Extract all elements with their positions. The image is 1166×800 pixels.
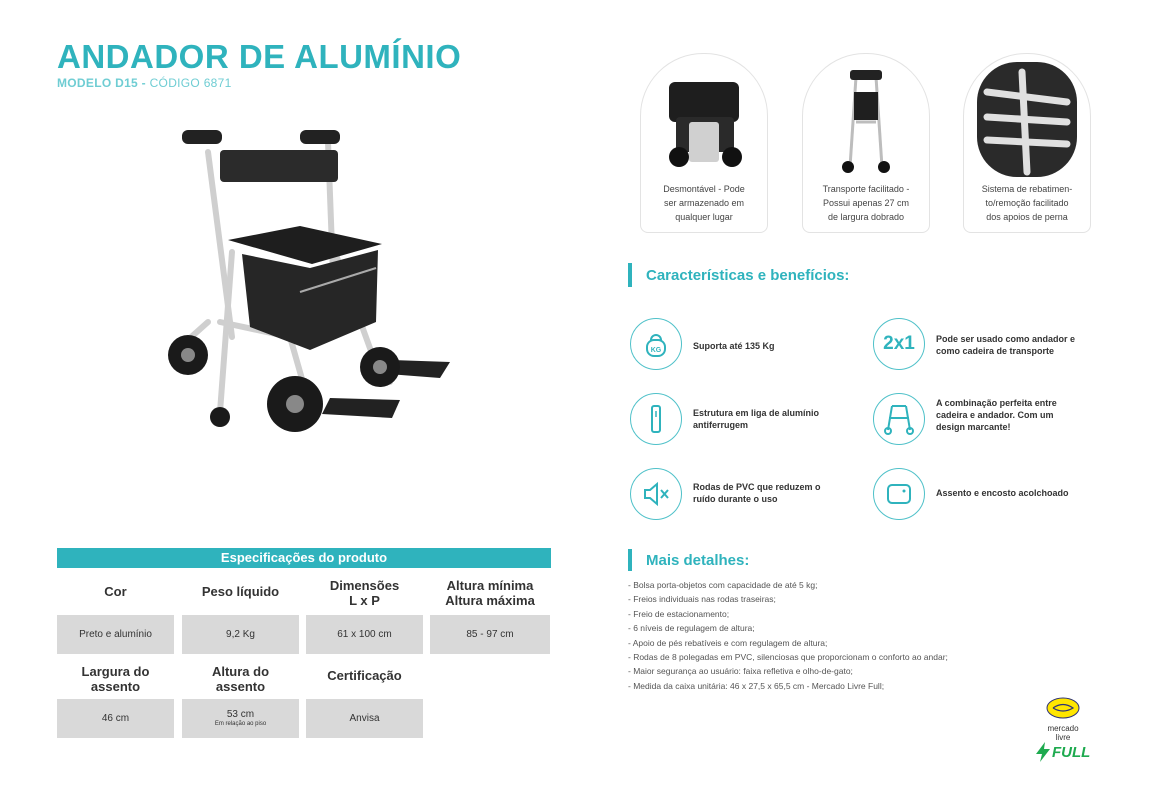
spec-label-weight: Peso líquido [201,584,280,599]
full-badge [1034,741,1090,763]
legrest-closeup-image [977,62,1077,177]
spec-label-seat-height: Altura do assento [211,664,270,694]
folded-walker-image [654,62,754,177]
list-item: - Apoio de pés rebatíveis e com regulagem de altura; [628,637,828,648]
specs-header: Especificações do produto [57,548,551,568]
walker-icon [873,393,925,445]
lightning-icon [1034,741,1052,763]
spec-label-color: Cor [104,584,127,599]
list-item: - Maior segurança ao usuário: faixa refletiva e olho-de-gato; [628,666,853,677]
walker-product-image [160,122,460,447]
full-label: FULL [1052,743,1091,761]
spec-label-certification: Certificação [327,668,402,683]
spec-value-dimensions: 61 x 100 cm [306,615,423,654]
list-item: - Freio de estacionamento; [628,608,730,619]
spec-value-certification: Anvisa [306,699,423,738]
thumbnail-folded [640,53,768,233]
spec-label-height: Altura mínima Altura máxima [445,578,535,608]
thumbnail-caption-folded: Desmontável - Pode ser armazenado em qualquer lugar [663,184,745,222]
details-section-bar [628,549,632,571]
separator: - [138,76,150,90]
features-section-bar [628,263,632,287]
feature-text-dual-use: Pode ser usado como andador e como cadeira de transporte [936,334,1076,356]
details-list [628,578,948,693]
seat-height-note: Em relação ao piso [214,721,267,727]
feature-text-capacity: Suporta até 135 Kg [693,341,775,351]
mercado-livre-badge [1038,697,1088,742]
spec-label-seat-width: Largura do assento [81,664,150,694]
spec-value-color: Preto e alumínio [57,615,174,654]
thumbnail-caption-legrest: Sistema de rebatimen- to/remoção facilitado dos apoios de perna [981,184,1073,222]
features-title: Características e benefícios: [646,267,850,284]
details-title: Mais detalhes: [646,552,750,569]
thumbnail-transport [802,53,930,233]
page-title: ANDADOR DE ALUMÍNIO [57,38,462,75]
feature-text-aluminum: Estrutura em liga de alumínio antiferrugem [693,408,820,430]
spec-value-height: 85 - 97 cm [430,615,550,654]
feature-text-wheels: Rodas de PVC que reduzem o ruído durante o uso [693,482,821,504]
seat-height-value: 53 cm [226,709,255,720]
model-label: MODELO D15 [57,76,139,90]
thumbnail-caption-transport: Transporte facilitado - Possui apenas 27 cm de largura dobrado [822,184,910,222]
list-item: - Medida da caixa unitária: 46 x 27,5 x 65,5 cm - Mercado Livre Full; [628,680,885,691]
cushion-icon [873,468,925,520]
feature-text-design: A combinação perfeita entre cadeira e andador. Com um design marcante! [936,398,1057,432]
spec-label-dimensions: Dimensões L x P [329,578,400,608]
code-label: CÓDIGO 6871 [149,76,232,90]
aluminum-bar-icon [630,393,682,445]
spec-value-weight: 9,2 Kg [182,615,299,654]
spec-value-seat-height [182,699,299,738]
spec-value-seat-width: 46 cm [57,699,174,738]
2x1-icon: 2x1 [873,318,925,370]
list-item: - 6 níveis de regulagem de altura; [628,623,755,634]
svg-text:KG: KG [650,347,662,354]
mute-speaker-icon [630,468,682,520]
thumbnail-legrest [963,53,1091,233]
mercado-livre-text: mercado livre [1047,724,1079,742]
mercado-livre-logo-icon [1038,697,1088,719]
list-item: - Rodas de 8 polegadas em PVC, silenciosas que proporcionam o conforto ao andar; [628,652,948,663]
model-code [57,76,232,90]
kettlebell-icon [630,318,682,370]
narrow-walker-image [816,62,916,177]
list-item: - Freios individuais nas rodas traseiras; [628,594,776,605]
list-item: - Bolsa porta-objetos com capacidade de até 5 kg; [628,580,818,590]
feature-text-cushion: Assento e encosto acolchoado [936,488,1069,498]
